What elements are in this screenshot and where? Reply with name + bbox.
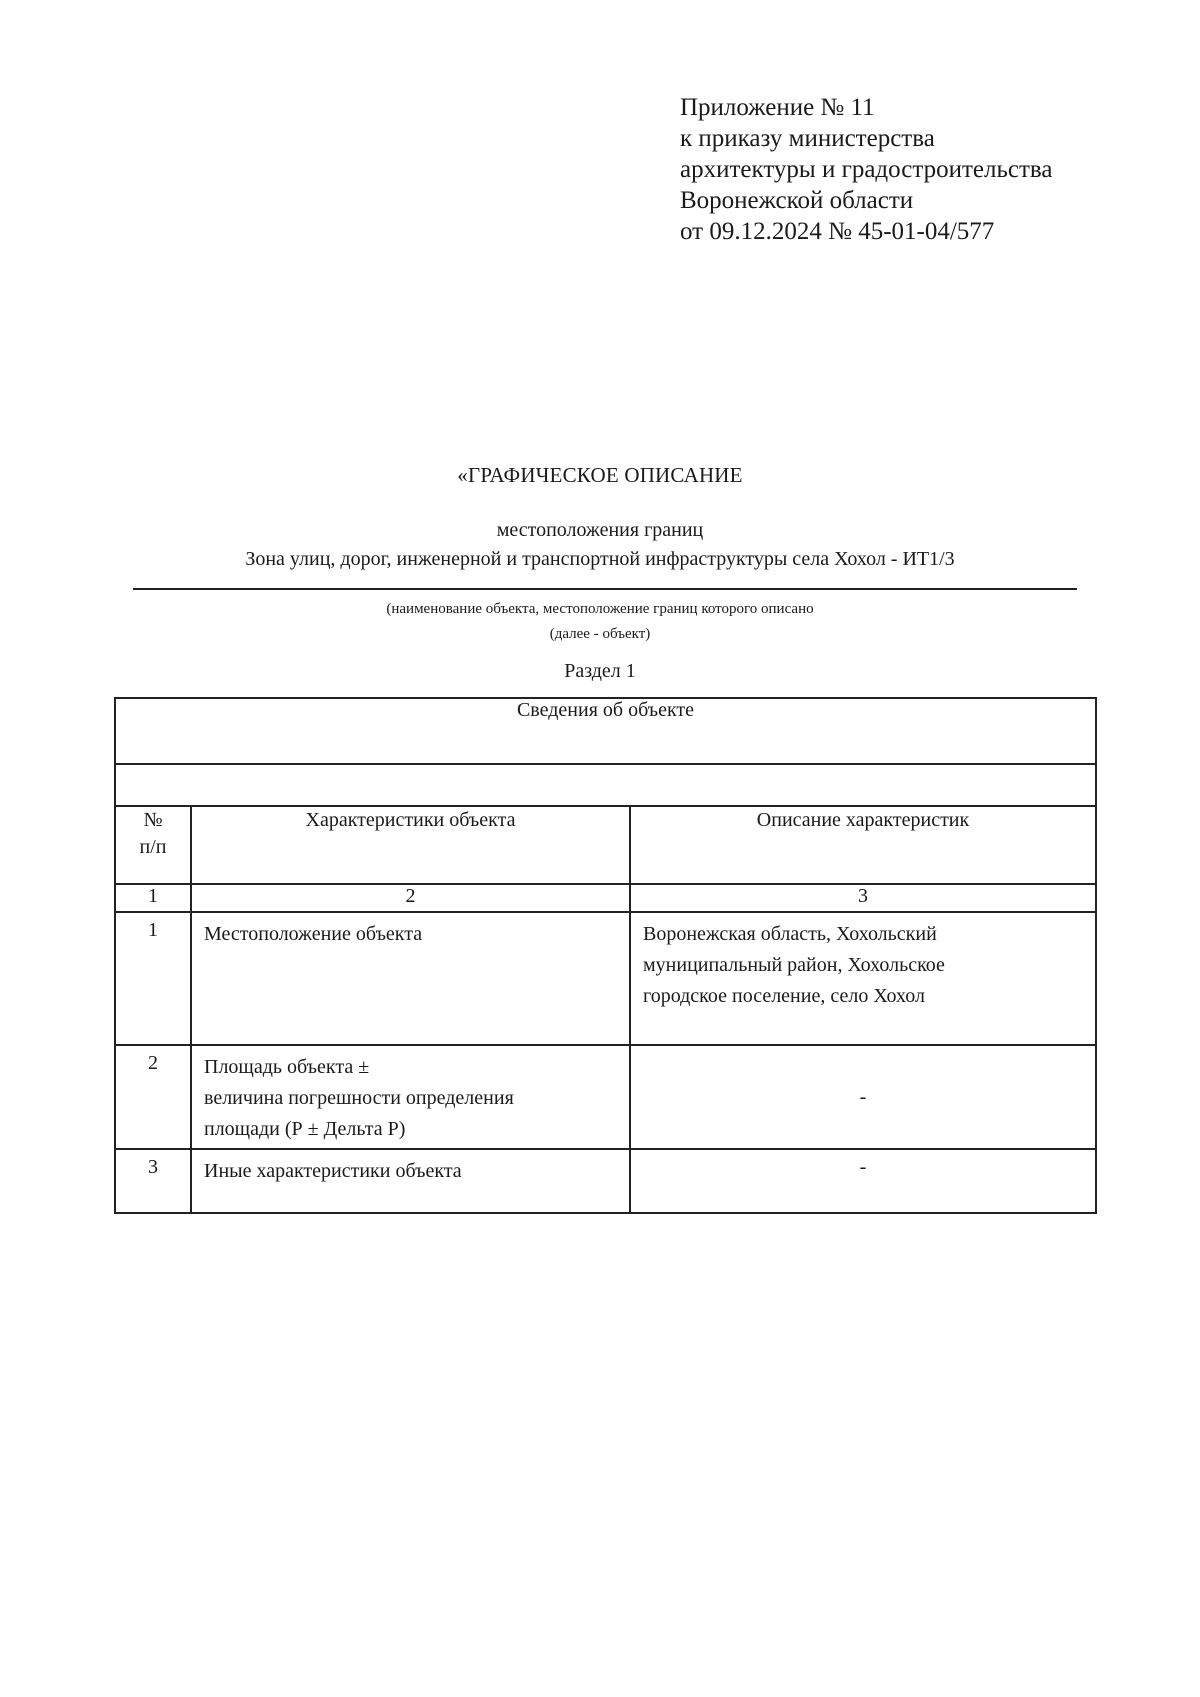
column-numbers-row: [115, 884, 1096, 912]
appendix-line: к приказу министерства: [680, 125, 935, 152]
object-name: Зона улиц, дорог, инженерной и транспортной инфраструктуры села Хохол - ИТ1/3: [245, 548, 955, 570]
row-description: -: [630, 1045, 1096, 1149]
header-num-line: п/п: [139, 836, 167, 858]
object-name-hint: [0, 597, 1200, 647]
hint-line: (наименование объекта, местоположение границ которого описано: [386, 601, 814, 617]
row-characteristic: [191, 912, 630, 1045]
characteristic-line: площади (Р ± Дельта Р): [204, 1118, 406, 1140]
table-header-row: [115, 806, 1096, 884]
column-number: 2: [191, 884, 630, 912]
table-row: [115, 1045, 1096, 1149]
hint-line: (далее - объект): [549, 626, 651, 642]
table-row: [115, 912, 1096, 1045]
header-num: [115, 806, 191, 884]
description-line: городское поселение, село Хохол: [643, 985, 925, 1007]
section-label: Раздел 1: [564, 660, 636, 682]
appendix-header: [680, 92, 1052, 247]
description-line: муниципальный район, Хохольское: [643, 954, 945, 976]
table-empty-row: [115, 764, 1096, 806]
description-line: Воронежская область, Хохольский: [643, 923, 937, 945]
appendix-line: Приложение № 11: [680, 94, 875, 121]
document-subtitle: местоположения границ: [496, 519, 704, 541]
row-characteristic: [191, 1149, 630, 1213]
header-num-line: №: [143, 809, 163, 831]
column-number: 3: [630, 884, 1096, 912]
row-description: -: [630, 1149, 1096, 1213]
header-description: Описание характеристик: [630, 806, 1096, 884]
row-number: 2: [115, 1045, 191, 1149]
characteristic-line: Местоположение объекта: [204, 923, 423, 945]
document-title: «ГРАФИЧЕСКОЕ ОПИСАНИЕ: [457, 463, 743, 487]
object-info-table: [114, 697, 1097, 1214]
header-characteristics: Характеристики объекта: [191, 806, 630, 884]
characteristic-line: Площадь объекта ±: [204, 1056, 370, 1078]
characteristic-line: величина погрешности определения: [204, 1087, 514, 1109]
row-number: 1: [115, 912, 191, 1045]
appendix-line: архитектуры и градостроительства: [680, 156, 1053, 183]
column-number: 1: [115, 884, 191, 912]
object-name-underline: [133, 588, 1077, 590]
row-characteristic: [191, 1045, 630, 1149]
table-caption: Сведения об объекте: [115, 698, 1096, 764]
row-description: [630, 912, 1096, 1045]
characteristic-line: Иные характеристики объекта: [204, 1160, 462, 1182]
appendix-line: Воронежской области: [680, 187, 914, 214]
table-row: [115, 1149, 1096, 1213]
row-number: 3: [115, 1149, 191, 1213]
table-caption-row: [115, 698, 1096, 764]
appendix-line: от 09.12.2024 № 45-01-04/577: [680, 218, 995, 245]
empty-cell: [115, 764, 1096, 806]
